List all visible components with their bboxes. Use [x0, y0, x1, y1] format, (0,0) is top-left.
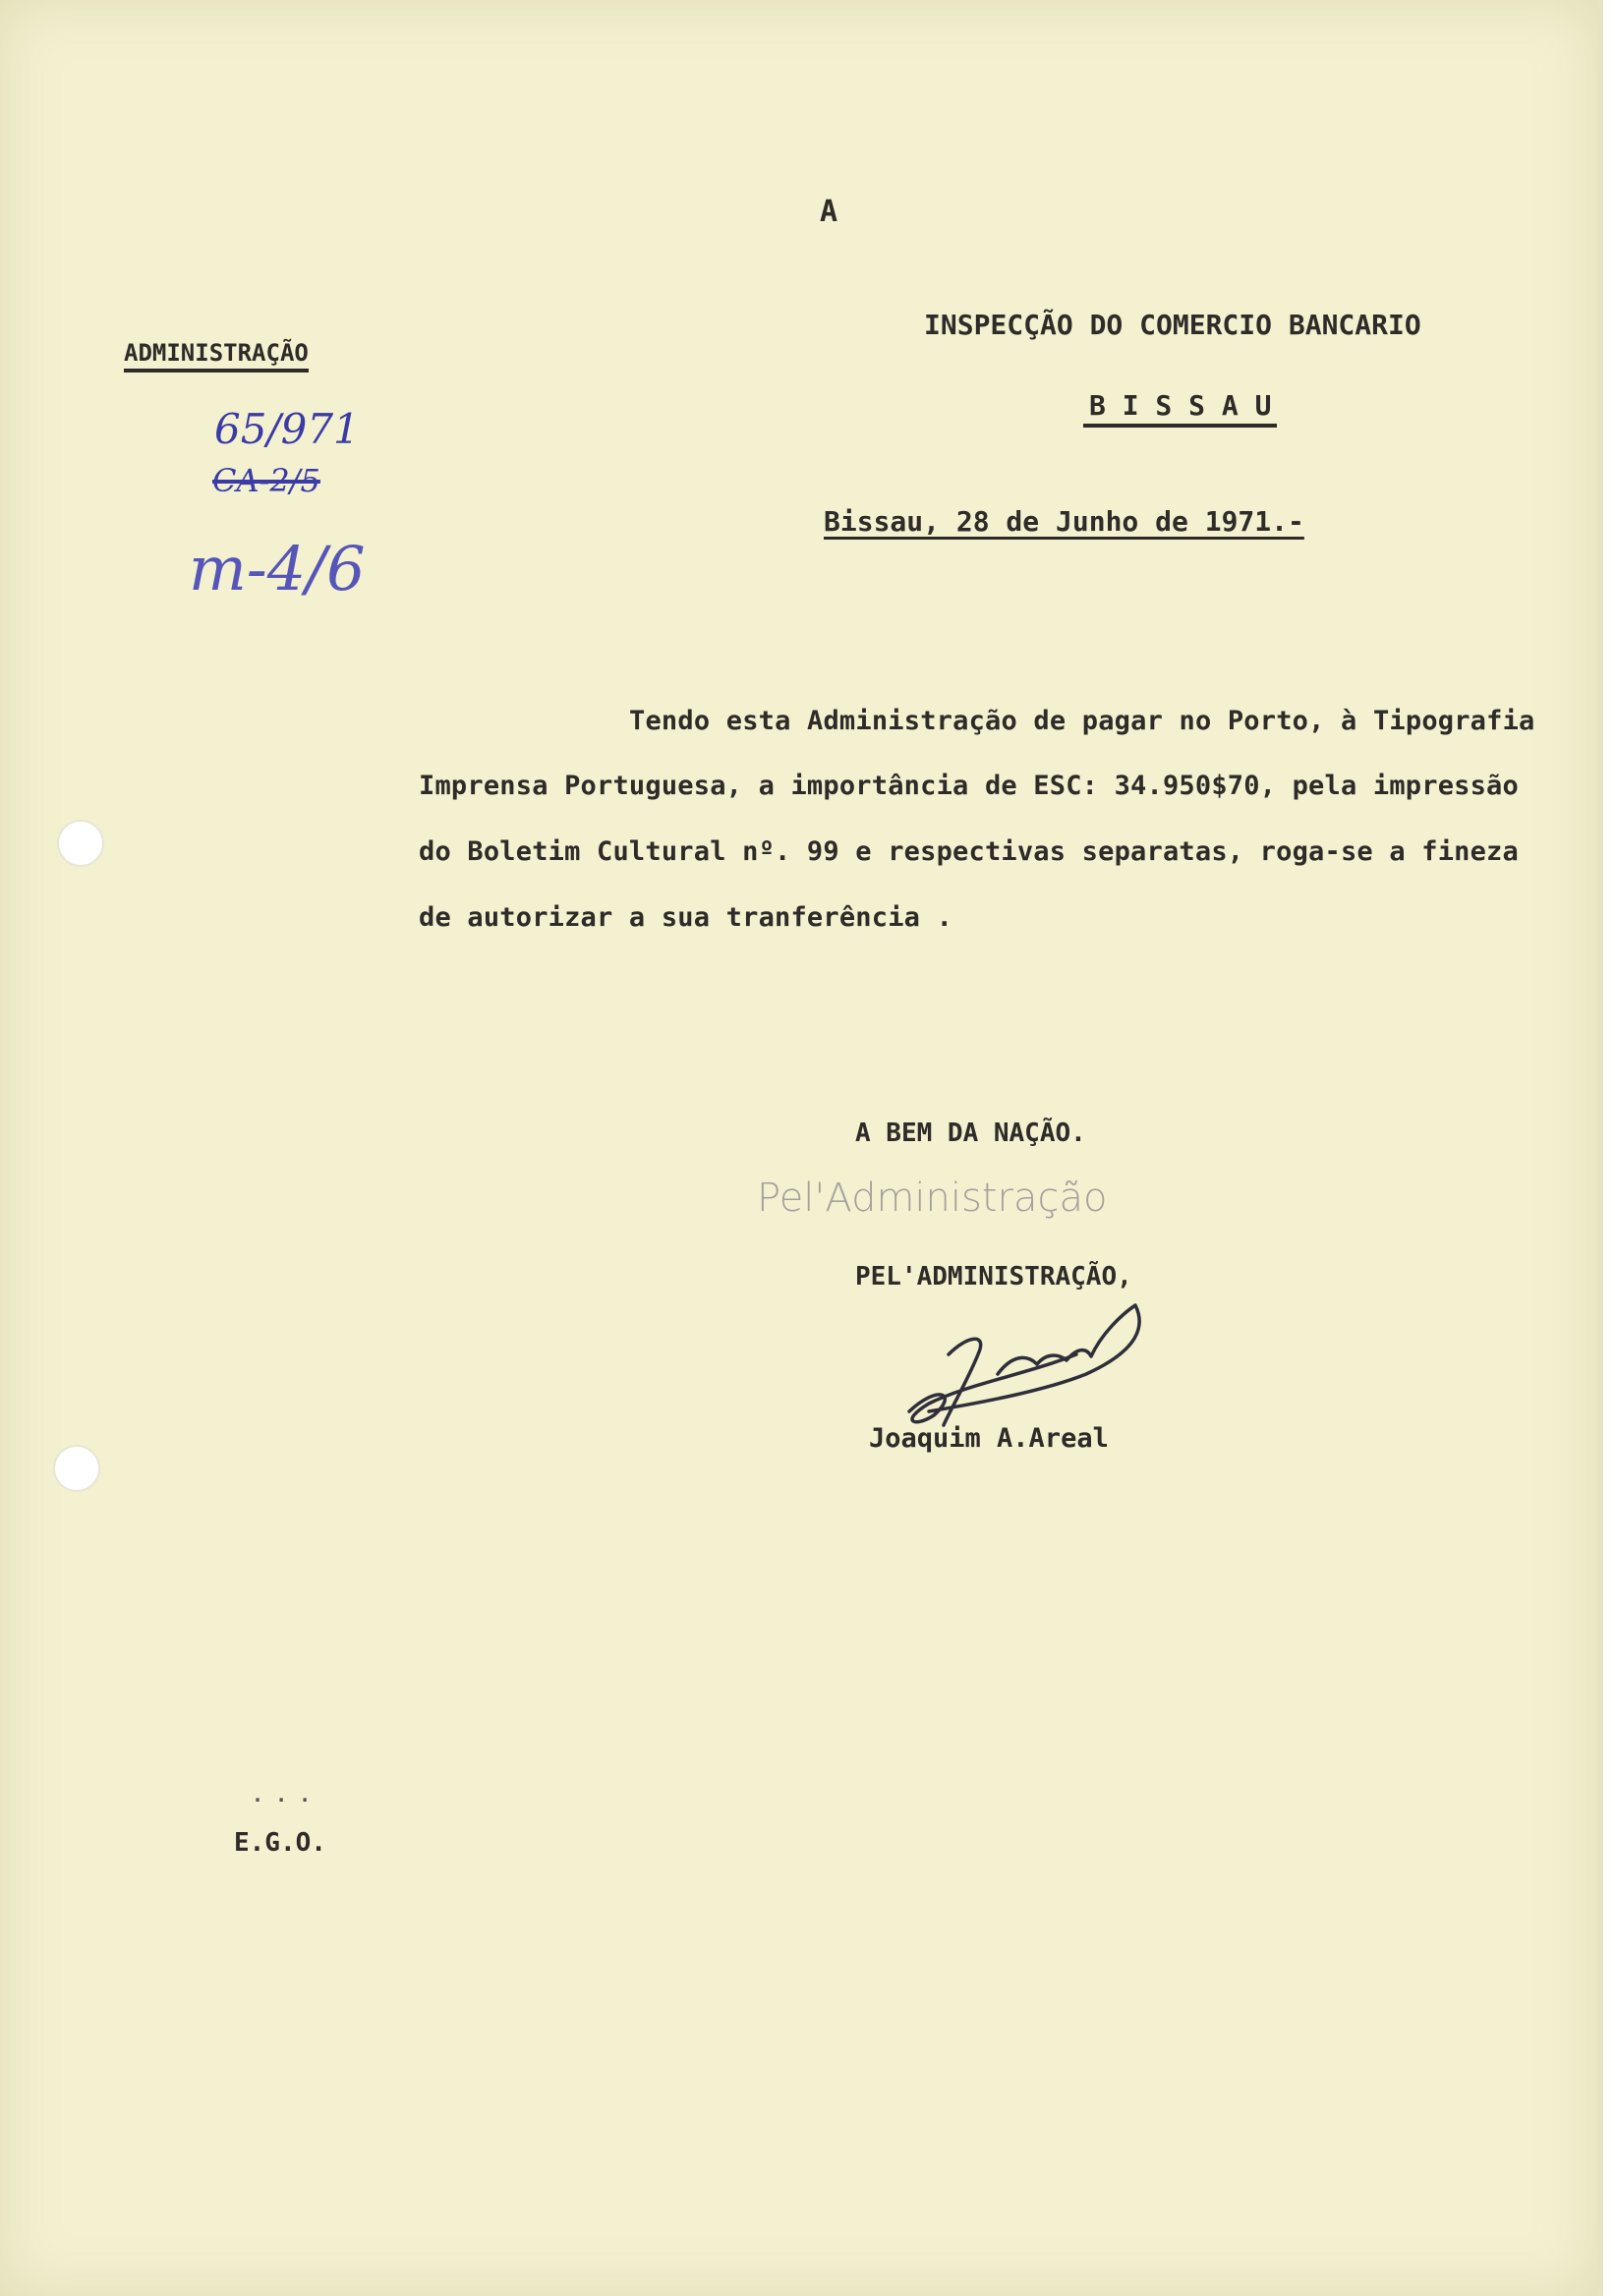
signature [890, 1295, 1175, 1433]
to-marker: A [820, 195, 838, 229]
salutation: A BEM DA NAÇÃO. [855, 1119, 1086, 1148]
pencil-note: Pel'Administração [757, 1176, 1108, 1221]
footer-initials: E.G.O. [234, 1828, 326, 1858]
city: B I S S A U [1083, 389, 1277, 428]
addressee: INSPECÇÃO DO COMERCIO BANCARIO [924, 309, 1421, 341]
body-line-2: Imprensa Portuguesa, a importância de ESC: 34.950$70, pela impressão [419, 771, 1519, 801]
body-line-4: de autorizar a sua tranferência . [419, 902, 953, 933]
punch-hole-bottom [53, 1445, 100, 1492]
signer-name: Joaquim A.Areal [869, 1423, 1109, 1454]
ref-handwritten: m-4/6 [189, 533, 366, 604]
ref-number: 65/971 [214, 405, 360, 453]
date-line: Bissau, 28 de Junho de 1971.- [824, 505, 1304, 538]
office-heading: ADMINISTRAÇÃO [124, 339, 309, 373]
footer-dots: . . . [252, 1783, 312, 1807]
body-line-3: do Boletim Cultural nº. 99 e respectivas separatas, roga-se a fineza [419, 836, 1519, 867]
ref-struck: CA-2/5 [212, 462, 320, 499]
punch-hole-top [57, 820, 104, 867]
body-line-1: Tendo esta Administração de pagar no Porto, à Tipografia [629, 706, 1535, 736]
pel-administracao: PEL'ADMINISTRAÇÃO, [855, 1262, 1132, 1292]
